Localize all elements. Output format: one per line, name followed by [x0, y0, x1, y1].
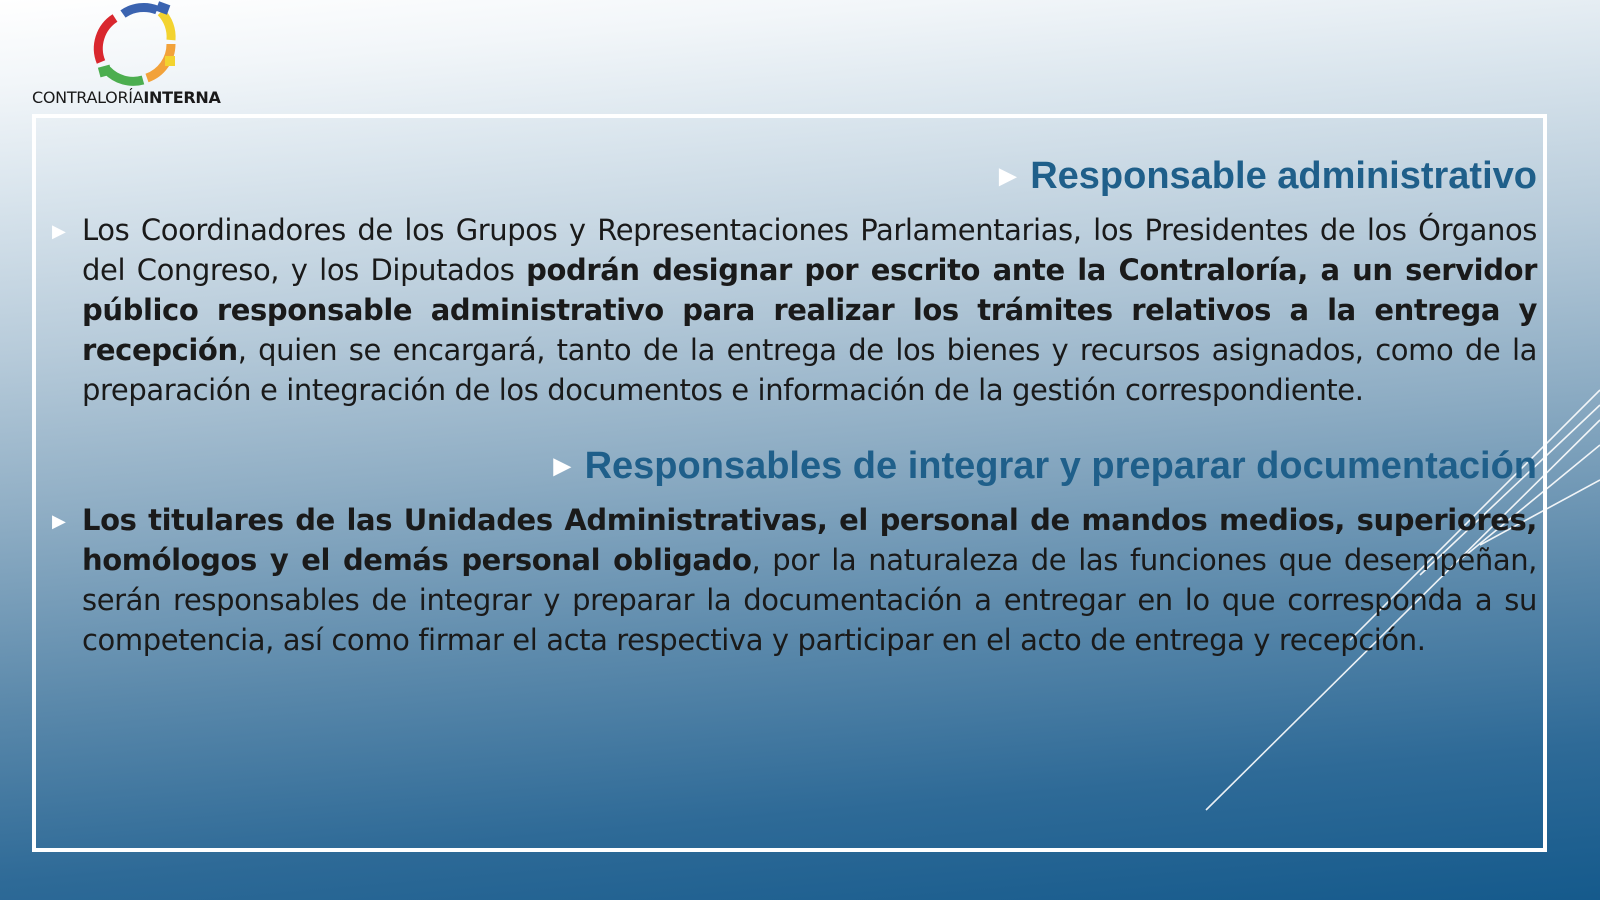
paragraph-text-bold: Los titulares de las Unidades Administrativas, el personal de mandos medios, superiores, homólogos y el demás personal obligado [82, 503, 1537, 577]
bullet-triangle-icon: ▶ [52, 221, 66, 242]
paragraph-text-1: Los Coordinadores de los Grupos y Representaciones Parlamentarias, los Presidentes de los Órganos del Congreso, y los Diputados [82, 213, 1537, 287]
heading-text: Responsable administrativo [1030, 155, 1537, 197]
paragraph-text-2: , quien se encargará, tanto de la entrega de los bienes y recursos asignados, como de la preparación e integración de los documentos e información de la gestión correspondiente. [82, 333, 1537, 407]
logo-text-bold: INTERNA [143, 88, 221, 107]
paragraph-responsables-integrar [52, 500, 1537, 660]
paragraph-text-2: , por la naturaleza de las funciones que desempeñan, serán responsables de integrar y preparar la documentación a entregar en lo que corresponda a su competencia, así como firmar el acta respectiva y participar en el acto de entrega y recepción. [82, 543, 1537, 657]
logo-ring-icon [85, 0, 185, 90]
logo [30, 0, 245, 110]
paragraph-text-bold: podrán designar por escrito ante la Contraloría, a un servidor público responsable administrativo para realizar los trámites relativos a la entrega y recepción [82, 253, 1538, 367]
heading-responsable-administrativo [52, 152, 1537, 200]
bullet-triangle-icon: ▶ [999, 163, 1017, 188]
slide-content [52, 152, 1537, 660]
heading-responsables-integrar [52, 442, 1537, 490]
bullet-triangle-icon: ▶ [553, 453, 571, 478]
heading-text: Responsables de integrar y preparar documentación [584, 445, 1537, 487]
paragraph-responsable-administrativo [52, 210, 1537, 410]
bullet-triangle-icon: ▶ [52, 511, 66, 532]
logo-text-light: CONTRALORÍA [32, 88, 144, 107]
logo-text [32, 88, 221, 107]
